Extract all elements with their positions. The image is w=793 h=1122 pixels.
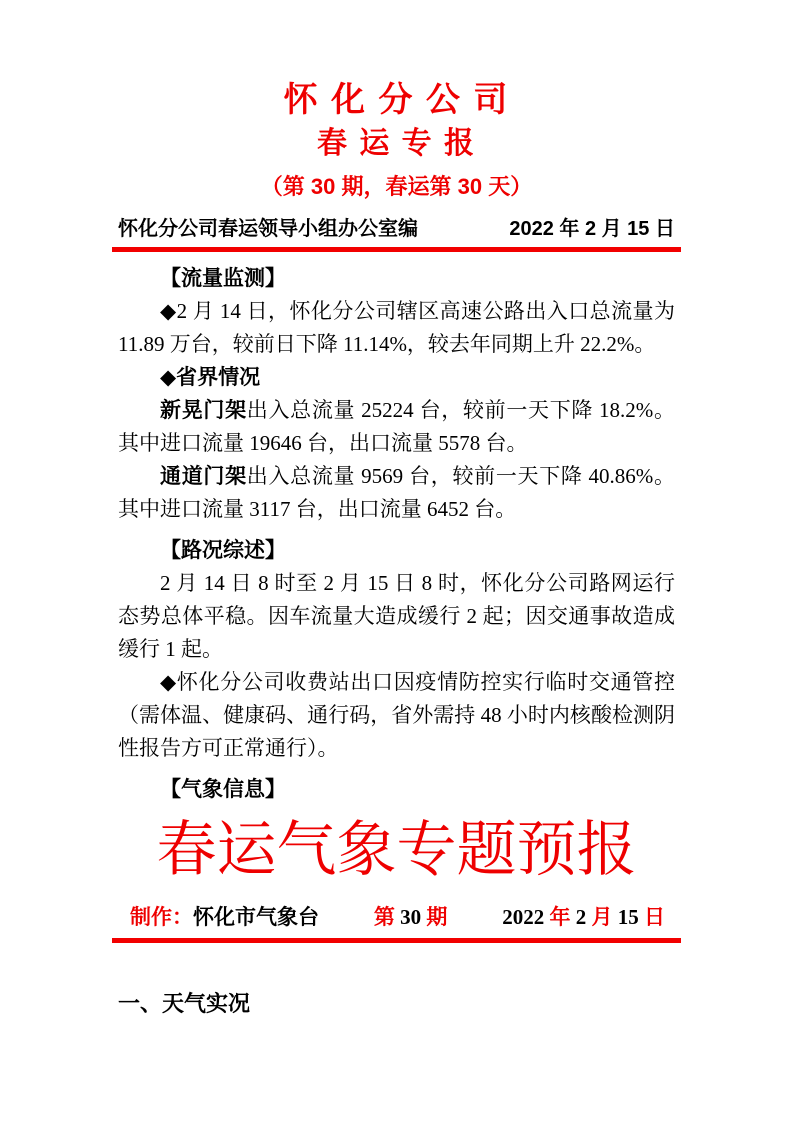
maker-date-group xyxy=(502,902,665,932)
date-year-unit: 年 xyxy=(544,905,576,929)
company-title: 怀 化 分 公 司 xyxy=(283,81,510,119)
road-summary-paragraph-2: ◆怀化分公司收费站出口因疫情防控实行临时交通管控（需体温、健康码、通行码，省外需持 48 小时内核酸检测阴性报告方可正常通行）。 xyxy=(118,670,675,760)
byline-editor: 怀化分公司春运领导小组办公室编 xyxy=(118,218,418,240)
issue-number-group xyxy=(374,902,448,932)
maker-group xyxy=(130,902,319,932)
maker-label: 制作： xyxy=(130,905,193,929)
date-month-unit: 月 xyxy=(586,905,618,929)
section-heading-road: 【路况综述】 xyxy=(160,539,286,562)
issue-info: （第 30 期，春运第 30 天） xyxy=(260,174,533,199)
section-heading-traffic: 【流量监测】 xyxy=(160,267,286,290)
date-day-unit: 日 xyxy=(638,905,665,929)
tongdao-gantry-paragraph xyxy=(118,460,675,526)
tongdao-gantry-label: 通道门架 xyxy=(160,464,247,488)
traffic-summary-paragraph: ◆2 月 14 日，怀化分公司辖区高速公路出入口总流量为 11.89 万台，较前日下降 11.14%，较去年同期上升 22.2%。 xyxy=(118,299,675,356)
byline-date: 2022 年 2 月 15 日 xyxy=(509,218,675,240)
xinhuang-gantry-text: 出入总流量 25224 台，较前一天下降 18.2%。其中进口流量 19646 台，出口流量 5578 台。 xyxy=(118,398,675,455)
tongdao-gantry-text: 出入总流量 9569 台，较前一天下降 40.86%。其中进口流量 3117 台，出口流量 6452 台。 xyxy=(118,464,675,521)
date-year: 2022 xyxy=(502,905,545,929)
road-summary-paragraph-1: 2 月 14 日 8 时至 2 月 15 日 8 时，怀化分公司路网运行态势总体平稳。因车流量大造成缓行 2 起；因交通事故造成缓行 1 起。 xyxy=(118,571,675,661)
weather-banner-title: 春运气象专题预报 xyxy=(156,817,637,883)
date-month: 2 xyxy=(575,905,587,929)
weather-body-heading: 一、天气实况 xyxy=(118,991,251,1016)
section-heading-weather: 【气象信息】 xyxy=(160,778,286,801)
maker-name: 怀化市气象台 xyxy=(193,905,319,929)
xinhuang-gantry-label: 新晃门架 xyxy=(160,398,247,422)
issue-number: 30 xyxy=(394,905,427,929)
date-day: 15 xyxy=(617,905,639,929)
issue-prefix: 第 xyxy=(373,905,395,929)
footer-red-rule xyxy=(112,938,681,943)
xinhuang-gantry-paragraph xyxy=(118,394,675,460)
header-red-rule xyxy=(112,247,681,252)
issue-suffix: 期 xyxy=(426,905,448,929)
maker-row xyxy=(118,902,675,932)
border-status-heading: ◆省界情况 xyxy=(160,365,261,389)
document-body xyxy=(118,262,675,806)
byline-row xyxy=(118,216,675,242)
report-title: 春 运 专 报 xyxy=(316,127,476,160)
